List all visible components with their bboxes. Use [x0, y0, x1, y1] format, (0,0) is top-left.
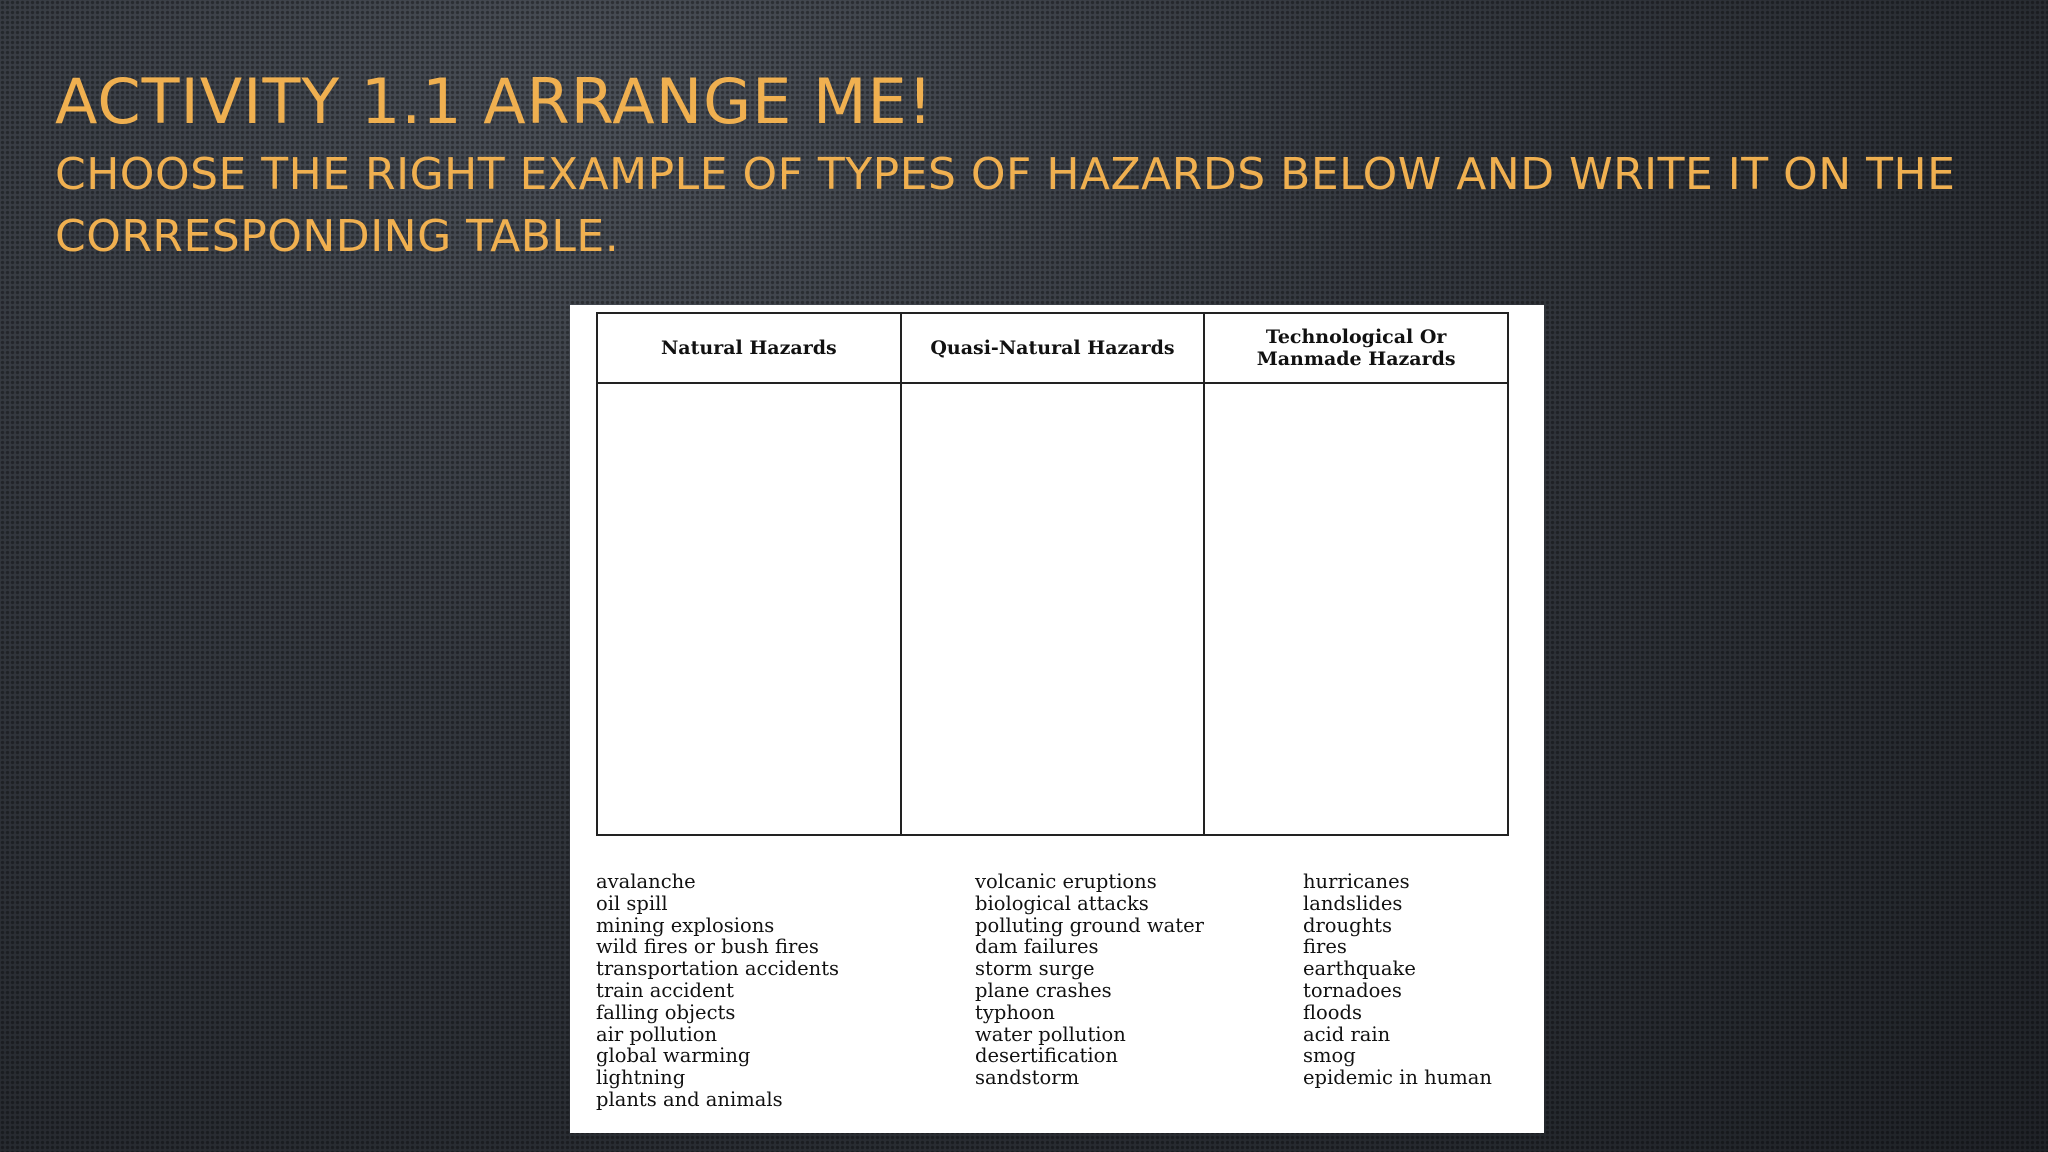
- list-item: avalanche: [596, 870, 696, 893]
- list-item: hurricanes: [1303, 870, 1410, 893]
- list-item: oil spill: [596, 891, 668, 915]
- list-item: air pollution: [596, 1022, 718, 1046]
- header-quasi-natural-hazards: Quasi-Natural Hazards: [901, 313, 1205, 383]
- list-item: polluting ground water: [975, 913, 1204, 937]
- header-technological-hazards: Technological Or Manmade Hazards: [1204, 313, 1508, 383]
- examples-column-1: [596, 871, 839, 1111]
- list-item: landslides: [1303, 891, 1403, 915]
- list-item: desertification: [975, 1044, 1118, 1068]
- list-item: dam failures: [975, 935, 1099, 959]
- answer-cell-technological: [1204, 383, 1508, 835]
- list-item: fires: [1303, 935, 1347, 959]
- list-item: sandstorm: [975, 1066, 1080, 1090]
- worksheet-image: [570, 305, 1544, 1133]
- list-item: typhoon: [975, 1000, 1055, 1024]
- list-item: transportation accidents: [596, 957, 840, 981]
- examples-column-2: [975, 871, 1204, 1089]
- list-item: lightning: [596, 1066, 686, 1090]
- list-item: droughts: [1303, 913, 1392, 937]
- list-item: tornadoes: [1303, 978, 1402, 1002]
- list-item: water pollution: [975, 1022, 1126, 1046]
- list-item: train accident: [596, 978, 734, 1002]
- slide-subtitle: CHOOSE THE RIGHT EXAMPLE OF TYPES OF HAZARDS BELOW AND WRITE IT ON THE CORRESPONDING TABLE.: [55, 149, 1956, 262]
- examples-column-3: [1303, 871, 1492, 1089]
- list-item: falling objects: [596, 1000, 736, 1024]
- table-header-row: [597, 313, 1508, 383]
- list-item: mining explosions: [596, 913, 775, 937]
- hazard-classification-table: [596, 312, 1509, 836]
- header-natural-hazards: Natural Hazards: [597, 313, 901, 383]
- list-item: global warming: [596, 1044, 751, 1068]
- list-item: epidemic in human: [1303, 1066, 1492, 1090]
- list-item: storm surge: [975, 957, 1095, 981]
- list-item: plane crashes: [975, 978, 1112, 1002]
- list-item: acid rain: [1303, 1022, 1391, 1046]
- list-item: floods: [1303, 1000, 1362, 1024]
- answer-cell-natural: [597, 383, 901, 835]
- answer-cell-quasi-natural: [901, 383, 1205, 835]
- list-item: smog: [1303, 1044, 1356, 1068]
- list-item: biological attacks: [975, 891, 1149, 915]
- table-answer-row: [597, 383, 1508, 835]
- slide-title: ACTIVITY 1.1 ARRANGE ME!: [55, 65, 934, 138]
- list-item: earthquake: [1303, 957, 1416, 981]
- list-item: plants and animals: [596, 1087, 783, 1111]
- list-item: volcanic eruptions: [975, 870, 1157, 893]
- list-item: wild fires or bush fires: [596, 935, 819, 959]
